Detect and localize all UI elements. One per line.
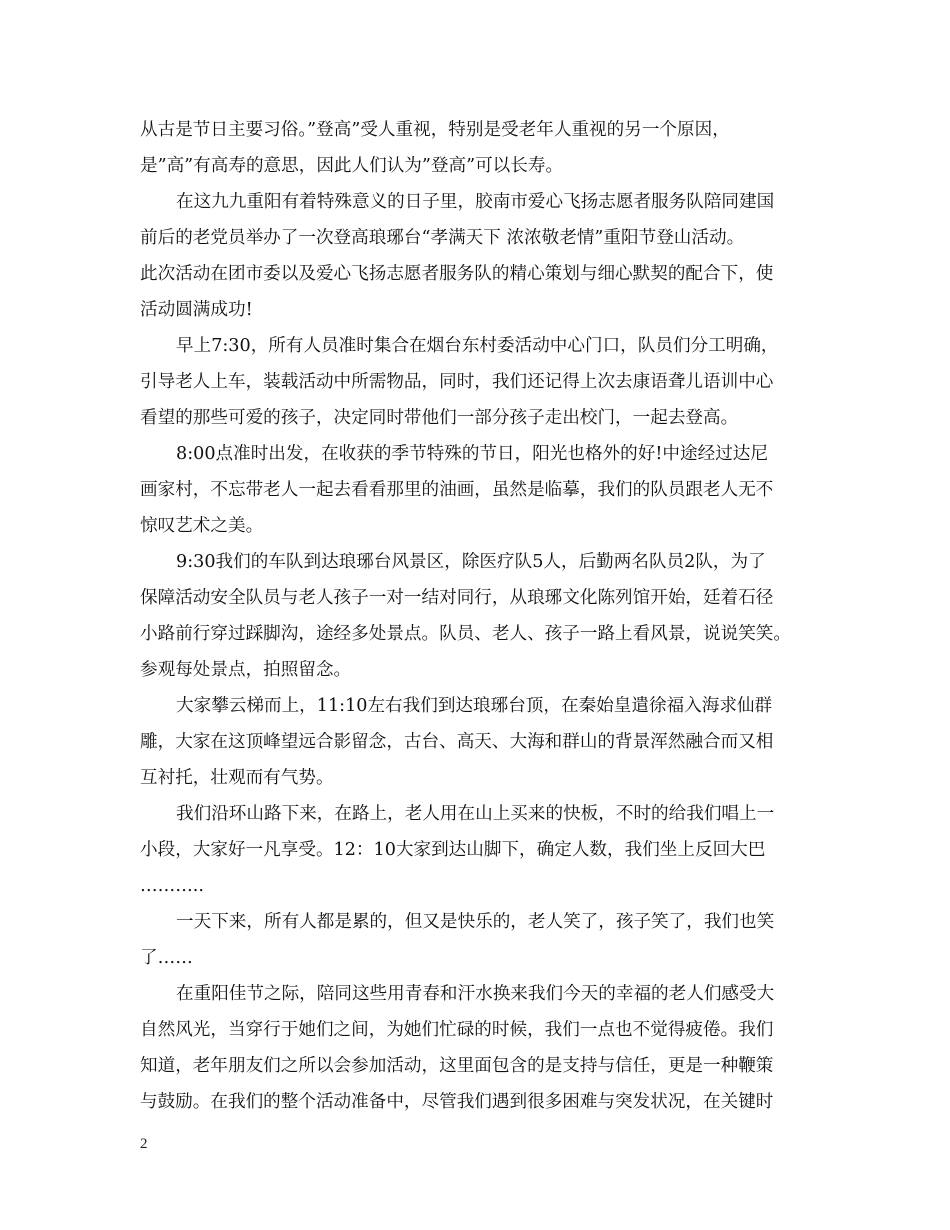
text-line: 看望的那些可爱的孩子，决定同时带他们一部分孩子走出校门，一起去登高。 bbox=[140, 408, 739, 428]
text-line: 知道，老年朋友们之所以会参加活动，这里面包含的是支持与信任，更是一种鞭策 bbox=[140, 1056, 774, 1076]
text-line: 活动圆满成功! bbox=[140, 300, 253, 320]
text-line: 互衬托，壮观而有气势。 bbox=[140, 768, 334, 788]
text-line: 此次活动在团市委以及爱心飞扬志愿者服务队的精心策划与细心默契的配合下，使 bbox=[140, 264, 774, 284]
paragraph-first-line: 我们沿环山路下来，在路上，老人用在山上买来的快板，不时的给我们唱上一 bbox=[176, 804, 775, 824]
paragraph-first-line: 在重阳佳节之际，陪同这些用青春和汗水换来我们今天的幸福的老人们感受大 bbox=[176, 984, 775, 1004]
text-line: 小路前行穿过踩脚沟，途经多处景点。队员、老人、孩子一路上看风景，说说笑笑。 bbox=[140, 624, 791, 644]
text-line: 惊叹艺术之美。 bbox=[140, 516, 264, 536]
text-line: ……….. bbox=[140, 876, 204, 896]
paragraph-first-line: 一天下来，所有人都是累的，但又是快乐的，老人笑了，孩子笑了，我们也笑 bbox=[176, 912, 775, 932]
page-number: 2 bbox=[140, 1136, 148, 1152]
text-line: 参观每处景点，拍照留念。 bbox=[140, 660, 352, 680]
text-line: 了…… bbox=[140, 948, 193, 968]
paragraph-first-line: 大家攀云梯而上，11:10左右我们到达琅琊台顶，在秦始皇遣徐福入海求仙群 bbox=[176, 696, 773, 716]
text-line: 是”高”有高寿的意思，因此人们认为”登高”可以长寿。 bbox=[140, 156, 564, 176]
paragraph-first-line: 8:00点准时出发，在收获的季节特殊的节日，阳光也格外的好!中途经过达尼 bbox=[176, 444, 768, 464]
text-line: 引导老人上车，装载活动中所需物品，同时，我们还记得上次去康语聋儿语训中心 bbox=[140, 372, 774, 392]
document-body bbox=[140, 112, 830, 1120]
text-line: 雕，大家在这顶峰望远合影留念，古台、高天、大海和群山的背景浑然融合而又相 bbox=[140, 732, 774, 752]
text-line: 保障活动安全队员与老人孩子一对一结对同行，从琅琊文化陈列馆开始，廷着石径 bbox=[140, 588, 774, 608]
text-line: 前后的老党员举办了一次登高琅琊台“孝满天下 浓浓敬老情”重阳节登山活动。 bbox=[140, 228, 745, 248]
text-line: 自然风光，当穿行于她们之间，为她们忙碌的时候，我们一点也不觉得疲倦。我们 bbox=[140, 1020, 774, 1040]
text-line: 与鼓励。在我们的整个活动准备中，尽管我们遇到很多困难与突发状况，在关键时 bbox=[140, 1092, 774, 1112]
text-line: 画家村，不忘带老人一起去看看那里的油画，虽然是临摹，我们的队员跟老人无不 bbox=[140, 480, 774, 500]
text-line: 从古是节日主要习俗。”登高”受人重视，特别是受老年人重视的另一个原因， bbox=[140, 120, 730, 140]
paragraph-first-line: 9:30我们的车队到达琅琊台风景区，除医疗队5人，后勤两名队员2队，为了 bbox=[176, 552, 766, 572]
paragraph-first-line: 早上7:30，所有人员准时集合在烟台东村委活动中心门口，队员们分工明确， bbox=[176, 336, 779, 356]
text-line: 小段，大家好一凡享受。12：10大家到达山脚下，确定人数，我们坐上反回大巴 bbox=[140, 840, 766, 860]
paragraph-first-line: 在这九九重阳有着特殊意义的日子里，胶南市爱心飞扬志愿者服务队陪同建国 bbox=[176, 192, 775, 212]
